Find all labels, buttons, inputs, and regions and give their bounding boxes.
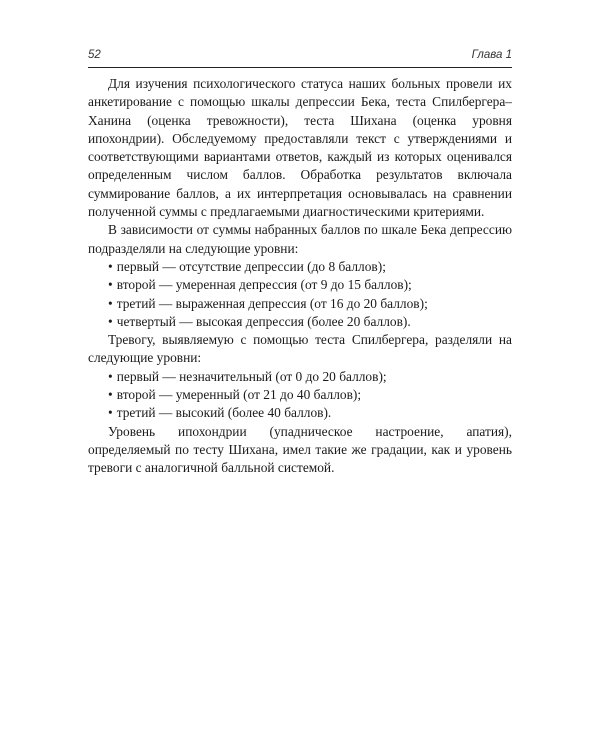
anxiety-levels-list xyxy=(88,368,512,423)
bullet-icon: • xyxy=(108,258,113,274)
bullet-icon: • xyxy=(108,313,113,329)
page-number: 52 xyxy=(88,49,101,61)
list-item xyxy=(88,313,512,331)
body-text xyxy=(88,75,512,478)
list-item xyxy=(88,386,512,404)
list-item xyxy=(88,368,512,386)
bullet-icon: • xyxy=(108,368,113,384)
running-header xyxy=(88,47,512,68)
list-item-text: третий — выраженная депрессия (от 16 до 20 баллов); xyxy=(116,295,428,311)
list-item-text: первый — незначительный (от 0 до 20 баллов); xyxy=(116,368,387,384)
list-item-text: первый — отсутствие депрессии (до 8 баллов); xyxy=(116,258,386,274)
list-item xyxy=(88,404,512,422)
list-item xyxy=(88,276,512,294)
list-item-text: четвертый — высокая депрессия (более 20 баллов). xyxy=(116,313,411,329)
bullet-icon: • xyxy=(108,295,113,311)
bullet-icon: • xyxy=(108,405,113,421)
paragraph-hypochondria: Уровень ипохондрии (упадническое настроение, апатия), определяемый по тесту Шихана, имел такие же градации, как и уровень тревоги с аналогичной балльной системой. xyxy=(88,423,512,476)
chapter-title: Глава 1 xyxy=(471,49,512,61)
paragraph-methods: Для изучения психологического статуса наших больных провели их анкетирование с помощью шкалы депрессии Бека, теста Спилбергера–Ханина (оценка тревожности), теста Шихана (оценка уровня ипохондрии). Обследуемому предоставляли текст с утверждениями и соответствующими вариантами ответов, каждый из которых оценивался определенным числом баллов. Обработка результатов включала суммирование баллов, а их интерпретация основывалась на сравнении полученной суммы с предлагаемыми диагностическими критериями. xyxy=(88,76,512,220)
bullet-icon: • xyxy=(108,387,113,403)
paragraph-anxiety-intro: Тревогу, выявляемую с помощью теста Спилбергера, разделяли на следующие уровни: xyxy=(88,332,512,366)
list-item xyxy=(88,258,512,276)
list-item-text: второй — умеренная депрессия (от 9 до 15 баллов); xyxy=(116,277,412,293)
list-item-text: третий — высокий (более 40 баллов). xyxy=(116,405,332,421)
list-item xyxy=(88,295,512,313)
beck-levels-list xyxy=(88,258,512,331)
paragraph-beck-intro: В зависимости от суммы набранных баллов по шкале Бека депрессию подразделяли на следующие уровни: xyxy=(88,222,512,256)
bullet-icon: • xyxy=(108,277,113,293)
list-item-text: второй — умеренный (от 21 до 40 баллов); xyxy=(116,387,362,403)
